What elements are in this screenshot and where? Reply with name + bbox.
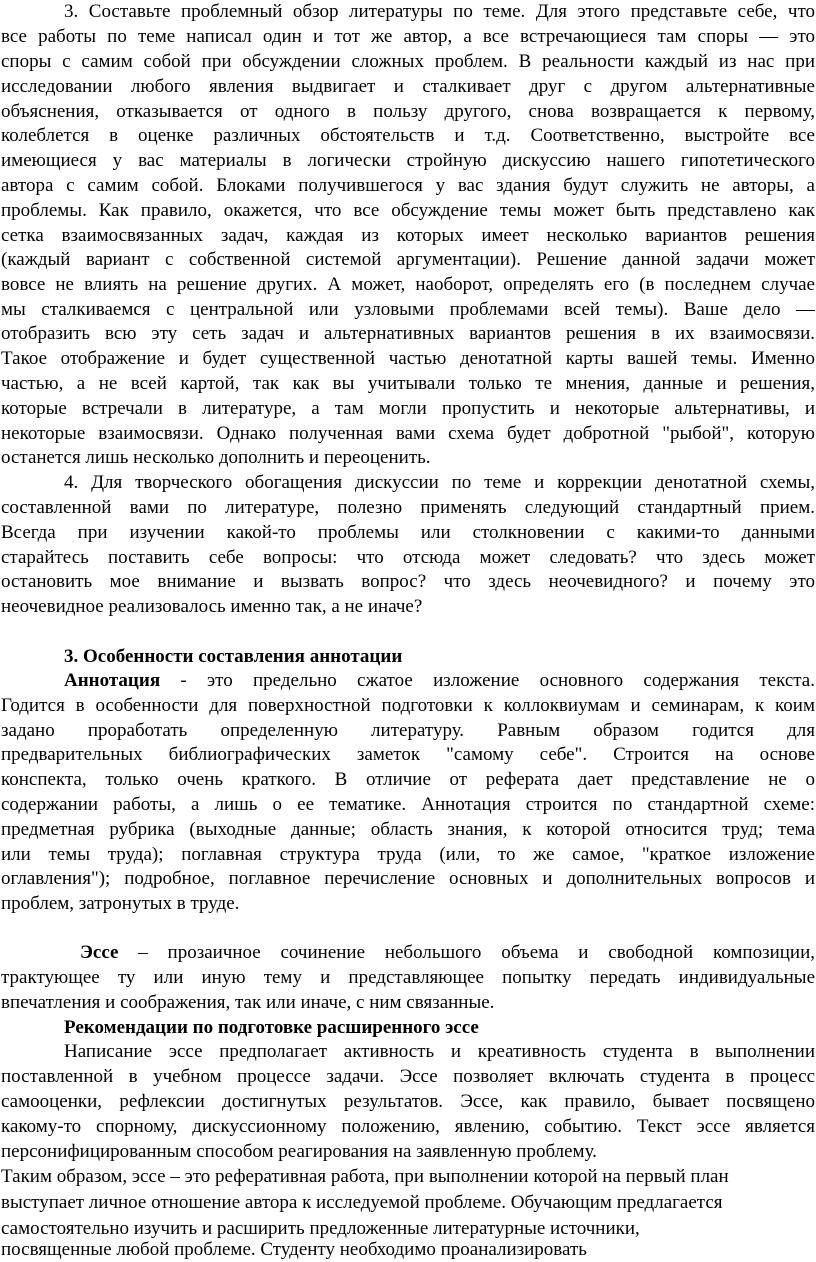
text-line: останется лишь несколько дополнить и переоценить. bbox=[1, 447, 431, 468]
section-heading-annotation: 3. Особенности составления аннотации bbox=[64, 646, 403, 667]
text-line: автора с самим собой. Блоками получившегося у вас здания будут служить не авторы, а bbox=[1, 175, 815, 196]
text-line: самооценки, рефлексии достигнутых результатов. Эссе, как правило, бывает посвящено bbox=[1, 1091, 815, 1112]
text-line: Такое отображение и будет существенной частью денотатной карты вашей темы. Именно bbox=[1, 348, 815, 369]
text-line: предметная рубрика (выходные данные; область знания, к которой относится труд; тема bbox=[1, 819, 815, 840]
term-definition: – прозаичное сочинение небольшого объема и свободной композиции, bbox=[118, 942, 815, 963]
section-heading-recommendations: Рекомендации по подготовке расширенного эссе bbox=[64, 1017, 479, 1038]
text-line bbox=[80, 941, 815, 965]
text-line: (каждый вариант с собственной системой аргументации). Решение данной задачи может bbox=[1, 249, 815, 270]
text-line: содержании работы, а лишь о ее тематике. Аннотация строится по стандартной схеме: bbox=[1, 794, 815, 815]
text-line: вовсе не влиять на решение других. А может, наоборот, определять его (в последнем случае bbox=[1, 274, 815, 295]
text-line: исследовании любого явления выдвигает и сталкивает друг с другом альтернативные bbox=[1, 76, 815, 97]
text-line: остановить мое внимание и вызвать вопрос? что здесь неочевидного? и почему это bbox=[1, 571, 815, 592]
text-line: конспекта, только очень краткого. В отличие от реферата дает представление не о bbox=[1, 769, 815, 790]
text-line: 3. Составьте проблемный обзор литературы по теме. Для этого представьте себе, что bbox=[64, 1, 815, 22]
text-line: задано проработать определенную литературу. Равным образом годится для bbox=[1, 720, 815, 741]
text-line: или темы труда); поглавная структура труда (или, то же самое, "краткое изложение bbox=[1, 844, 815, 865]
term-definition: - это предельно сжатое изложение основного содержания текста. bbox=[160, 670, 815, 691]
text-line: впечатления и соображения, так или иначе, с ним связанные. bbox=[1, 992, 495, 1013]
text-line: самостоятельно изучить и расширить предложенные литературные источники, bbox=[1, 1218, 640, 1239]
text-line: старайтесь поставить себе вопросы: что отсюда может следовать? что здесь может bbox=[1, 547, 815, 568]
text-line: которые встречали в литературе, а там могли пропустить и некоторые альтернативы, и bbox=[1, 398, 815, 419]
text-line: Всегда при изучении какой-то проблемы или столкновении с какими-то данными bbox=[1, 522, 815, 543]
text-line: поставленной в учебном процессе задачи. Эссе позволяет включать студента в процесс bbox=[1, 1066, 815, 1087]
text-line: отобразить всю эту сеть задач и альтернативных вариантов решения в их взаимосвязи. bbox=[1, 323, 815, 344]
text-line: сетка взаимосвязанных задач, каждая из которых имеет несколько вариантов решения bbox=[1, 225, 815, 246]
text-line: оглавления"); подробное, поглавное перечисление основных и дополнительных вопросов и bbox=[1, 868, 815, 889]
text-line: некоторые взаимосвязи. Однако полученная вами схема будет добротной "рыбой", которую bbox=[1, 423, 815, 444]
text-line: составленной вами по литературе, полезно применять следующий стандартный прием. bbox=[1, 497, 815, 518]
text-line: мы сталкиваемся с центральной или узловыми проблемами всей темы). Ваше дело — bbox=[1, 299, 815, 320]
text-line: колеблется в оценке различных обстоятельств и т.д. Соответственно, выстройте все bbox=[1, 125, 815, 146]
text-line: Таким образом, эссе – это реферативная работа, при выполнении которой на первый план bbox=[1, 1166, 729, 1187]
text-line: все работы по теме написал один и тот же автор, а все встречающиеся там споры — это bbox=[1, 26, 815, 47]
text-line: персонифицированным способом реагирования на заявленную проблему. bbox=[1, 1141, 597, 1162]
text-line: объяснения, отказывается от одного в пользу другого, снова возвращается к первому, bbox=[1, 101, 815, 122]
term-annotation: Аннотация bbox=[64, 670, 161, 691]
text-line: неочевидное реализовалось именно так, а не иначе? bbox=[1, 596, 423, 617]
text-line: посвященные любой проблеме. Студенту необходимо проанализировать bbox=[1, 1239, 587, 1260]
term-essay: Эссе bbox=[80, 942, 119, 963]
text-line: имеющиеся у вас материалы в логически стройную дискуссию нашего гипотетического bbox=[1, 150, 815, 171]
text-line: Годится в особенности для поверхностной подготовки к коллоквиумам и семинарам, к коим bbox=[1, 695, 815, 716]
text-line: проблем, затронутых в труде. bbox=[1, 893, 240, 914]
text-line: трактующее ту или иную тему и представляющее попытку передать индивидуальные bbox=[1, 967, 815, 988]
text-line: предварительных библиографических заметок "самому себе". Строится на основе bbox=[1, 744, 815, 765]
text-line: Написание эссе предполагает активность и креативность студента в выполнении bbox=[64, 1041, 815, 1062]
text-line: какому-то спорному, дискуссионному положению, явлению, событию. Текст эссе является bbox=[1, 1116, 815, 1137]
text-line: частью, а не всей картой, так как вы учитывали только те мнения, данные и решения, bbox=[1, 373, 815, 394]
text-line bbox=[64, 669, 815, 693]
text-line: 4. Для творческого обогащения дискуссии по теме и коррекции денотатной схемы, bbox=[64, 472, 815, 493]
text-line: выступает личное отношение автора к исследуемой проблеме. Обучающим предлагается bbox=[1, 1192, 723, 1213]
text-line: проблемы. Как правило, окажется, что все обсуждение темы может быть представлено как bbox=[1, 200, 815, 221]
text-line: споры с самим собой при обсуждении сложных проблем. В реальности каждый из нас при bbox=[1, 51, 815, 72]
